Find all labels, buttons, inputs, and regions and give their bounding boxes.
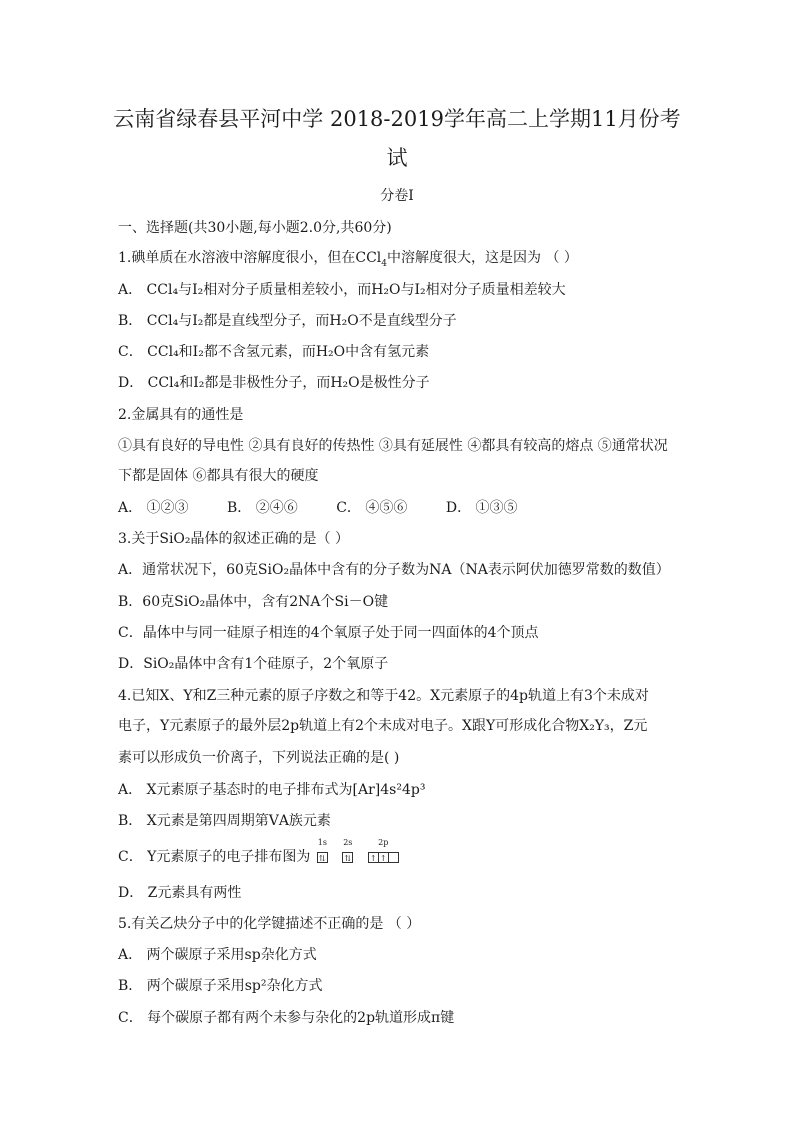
question-2-options: [118, 498, 518, 518]
question-5-option-b: B． 两个碳原子采用sp²杂化方式: [118, 978, 323, 994]
question-3-option-b: B．60克SiO₂晶体中，含有2NA个Si－O键: [118, 594, 389, 610]
question-5-stem: 5.有关乙炔分子中的化学键描述不正确的是 （ ）: [118, 916, 421, 932]
question-1-option-c: C． CCl₄和I₂都不含氢元素，而H₂O中含有氢元素: [118, 344, 430, 360]
question-1-option-d: D． CCl₄和I₂都是非极性分子，而H₂O是极性分子: [118, 375, 430, 391]
question-4-option-d: D． Z元素具有两性: [118, 885, 242, 901]
question-2-line1: ①具有良好的导电性 ②具有良好的传热性 ③具有延展性 ④都具有较高的熔点 ⑤通常状况: [118, 438, 668, 454]
question-4-option-a: A． X元素原子基态时的电子排布式为[Ar]4s²4p³: [118, 782, 426, 798]
question-2-option-d: D． ①③⑤: [445, 500, 518, 516]
question-2-option-a: A． ①②③: [118, 500, 189, 516]
question-3-stem: 3.关于SiO₂晶体的叙述正确的是（ ）: [118, 531, 349, 547]
question-2-line2: 下都是固体 ⑥都具有很大的硬度: [118, 468, 319, 484]
question-5-option-a: A． 两个碳原子采用sp杂化方式: [118, 947, 317, 963]
section-label: 分卷I: [380, 188, 414, 204]
question-5-option-c: C． 每个碳原子都有两个未参与杂化的2p轨道形成π键: [118, 1010, 455, 1026]
question-4-line3: 素可以形成负一价离子，下列说法正确的是( ): [118, 750, 400, 766]
document-title-line1: 云南省绿春县平河中学 2018-2019学年高二上学期11月份考: [113, 107, 681, 131]
question-1-option-b: B． CCl₄与I₂都是直线型分子，而H₂O不是直线型分子: [118, 313, 457, 329]
orbital-diagram-1s: 1s ⇅: [317, 838, 327, 863]
question-3-option-d: D．SiO₂晶体中含有1个硅原子，2个氧原子: [118, 656, 389, 672]
question-1-option-a: A． CCl₄与I₂相对分子质量相差较小，而H₂O与I₂相对分子质量相差较大: [118, 282, 566, 298]
question-2-option-c: C． ④⑤⑥: [336, 500, 408, 516]
question-4-line1: 4.已知X、Y和Z三种元素的原子序数之和等于42。X元素原子的4p轨道上有3个未成对: [118, 688, 649, 704]
document-title-line2: 试: [386, 146, 408, 170]
question-4-option-b: B． X元素是第四周期第ⅤA族元素: [118, 813, 331, 829]
question-1-stem: 1.碘单质在水溶液中溶解度很小，但在CCl$_4$中溶解度很大，这是因为 （ ）: [118, 250, 578, 269]
orbital-diagram-2p: 2p ↑ ↑: [368, 838, 399, 867]
question-2-stem: 2.金属具有的通性是: [118, 407, 244, 423]
question-4-option-c: C． Y元素原子的电子排布图为 1s ⇅ 2s ⇅ 2p ↑ ↑: [118, 838, 399, 867]
question-4-line2: 电子，Y元素原子的最外层2p轨道上有2个未成对电子。X跟Y可形成化合物X₂Y₃，Z元: [118, 718, 648, 734]
question-3-option-a: A．通常状况下，60克SiO₂晶体中含有的分子数为NA（NA表示阿伏加德罗常数的数值）: [118, 562, 670, 578]
question-3-option-c: C．晶体中与同一硅原子相连的4个氧原子处于同一四面体的4个顶点: [118, 625, 539, 641]
part-heading: 一、选择题(共30小题,每小题2.0分,共60分): [118, 220, 392, 236]
orbital-diagram-2s: 2s ⇅: [343, 838, 353, 863]
question-2-option-b: B． ②④⑥: [227, 500, 298, 516]
